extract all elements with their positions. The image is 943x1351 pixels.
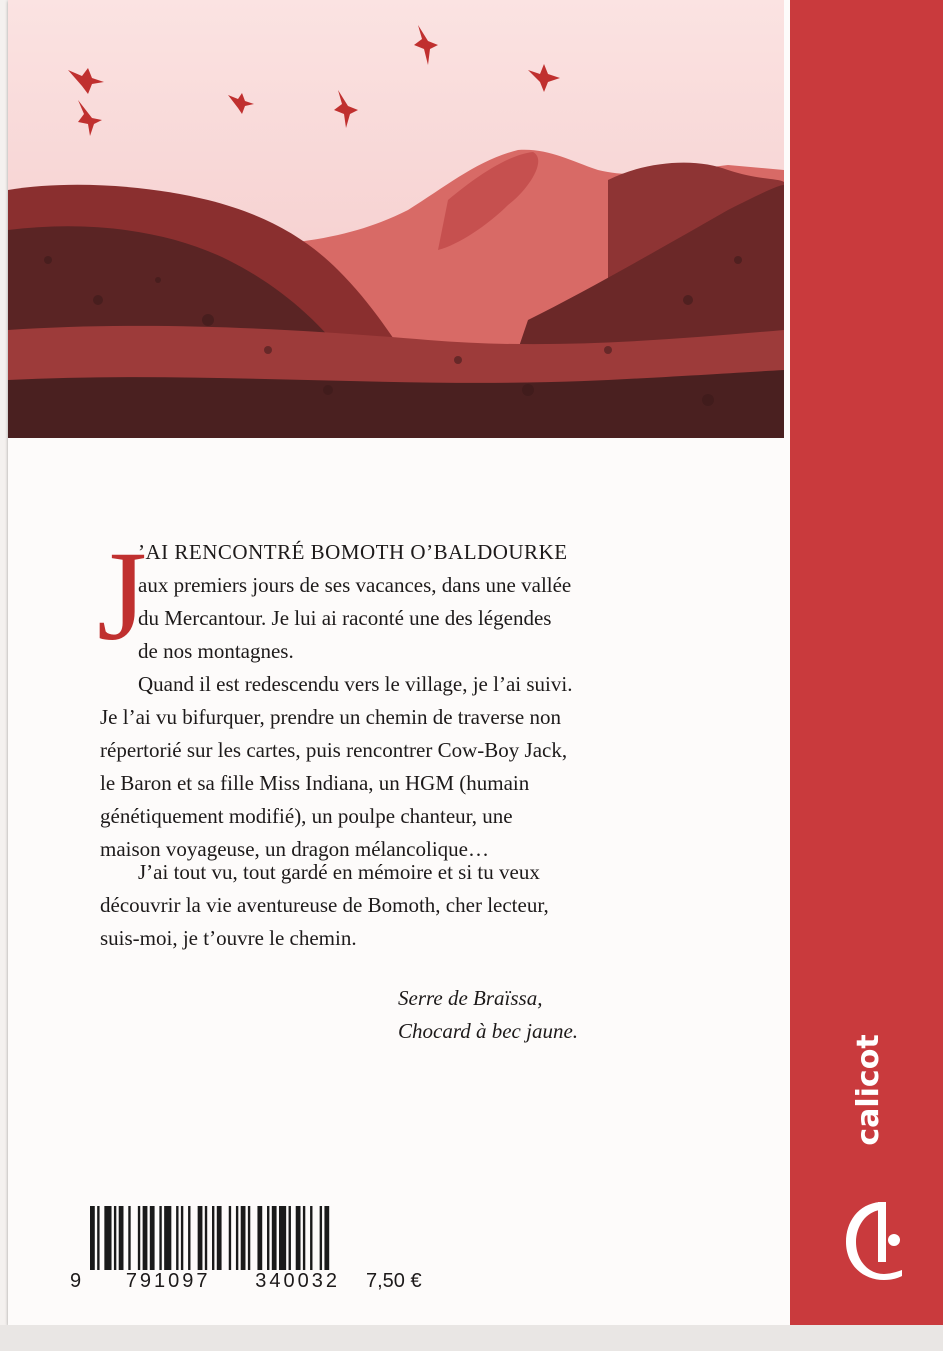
barcode-bar <box>159 1206 161 1270</box>
barcode-bar <box>97 1206 99 1270</box>
barcode-bar <box>150 1206 155 1270</box>
barcode-bar <box>248 1206 250 1270</box>
barcode-bar <box>272 1206 277 1270</box>
paragraph-3 <box>100 856 690 955</box>
p2-line-2: Je l’ai vu bifurquer, prendre un chemin de traverse non <box>100 705 561 729</box>
barcode-bar <box>138 1206 140 1270</box>
barcode-bar <box>205 1206 207 1270</box>
barcode-bar <box>267 1206 269 1270</box>
isbn-group-1: 791097 <box>125 1270 211 1292</box>
p2-line-1: Quand il est redescendu vers le village, je l’ai suivi. <box>138 672 573 696</box>
signature <box>398 982 578 1048</box>
p3-line-1: J’ai tout vu, tout gardé en mémoire et si tu veux <box>138 860 540 884</box>
barcode-bar <box>289 1206 291 1270</box>
barcode-bar <box>229 1206 231 1270</box>
p3-line-3: suis-moi, je t’ouvre le chemin. <box>100 926 357 950</box>
barcode-bar <box>324 1206 329 1270</box>
p1-line-3: de nos montagnes. <box>138 639 294 663</box>
barcode-bar <box>104 1206 111 1270</box>
isbn-prefix: 9 <box>70 1270 82 1292</box>
barcode-bar <box>320 1206 322 1270</box>
isbn-number <box>70 1270 340 1293</box>
barcode-bar <box>212 1206 214 1270</box>
paragraph-1 <box>138 536 693 668</box>
barcode-bar <box>310 1206 312 1270</box>
barcode-bar <box>164 1206 171 1270</box>
barcode-bar <box>114 1206 116 1270</box>
barcode <box>90 1206 334 1270</box>
p3-line-2: découvrir la vie aventureuse de Bomoth, cher lecteur, <box>100 893 549 917</box>
paragraph-2 <box>100 668 690 866</box>
lead-caps: ’AI RENCONTRÉ BOMOTH O’BALDOURKE <box>138 540 568 564</box>
scan-background <box>0 1325 943 1351</box>
barcode-bar <box>143 1206 148 1270</box>
signature-line-1: Serre de Braïssa, <box>398 986 543 1010</box>
barcode-bar <box>90 1206 95 1270</box>
p1-line-1: aux premiers jours de ses vacances, dans une vallée <box>138 573 572 597</box>
p1-line-2: du Mercantour. Je lui ai raconté une des légendes <box>138 606 552 630</box>
barcode-bar <box>279 1206 286 1270</box>
drop-cap: J <box>97 525 147 667</box>
p2-line-6: maison voyageuse, un dragon mélancolique… <box>100 837 489 861</box>
barcode-bar <box>257 1206 262 1270</box>
barcode-bar <box>119 1206 124 1270</box>
p2-line-4: le Baron et sa fille Miss Indiana, un HGM (humain <box>100 771 530 795</box>
publisher-logo-icon <box>838 1190 908 1290</box>
barcode-bar <box>198 1206 203 1270</box>
publisher-name: calicot <box>850 1034 886 1146</box>
barcode-bar <box>303 1206 305 1270</box>
price: 7,50 € <box>366 1270 422 1292</box>
barcode-bar <box>296 1206 301 1270</box>
signature-line-2: Chocard à bec jaune. <box>398 1019 579 1043</box>
barcode-bar <box>128 1206 130 1270</box>
p2-line-5: génétiquement modifié), un poulpe chanteur, une <box>100 804 513 828</box>
barcode-bar <box>241 1206 246 1270</box>
mountain-landscape-image <box>8 0 784 438</box>
p2-line-3: répertorié sur les cartes, puis rencontrer Cow-Boy Jack, <box>100 738 568 762</box>
barcode-bar <box>176 1206 178 1270</box>
barcode-bar <box>236 1206 238 1270</box>
barcode-bar <box>188 1206 190 1270</box>
barcode-bar <box>181 1206 183 1270</box>
isbn-group-2: 340032 <box>255 1270 340 1292</box>
barcode-bar <box>217 1206 222 1270</box>
mountain-illustration <box>8 0 784 438</box>
